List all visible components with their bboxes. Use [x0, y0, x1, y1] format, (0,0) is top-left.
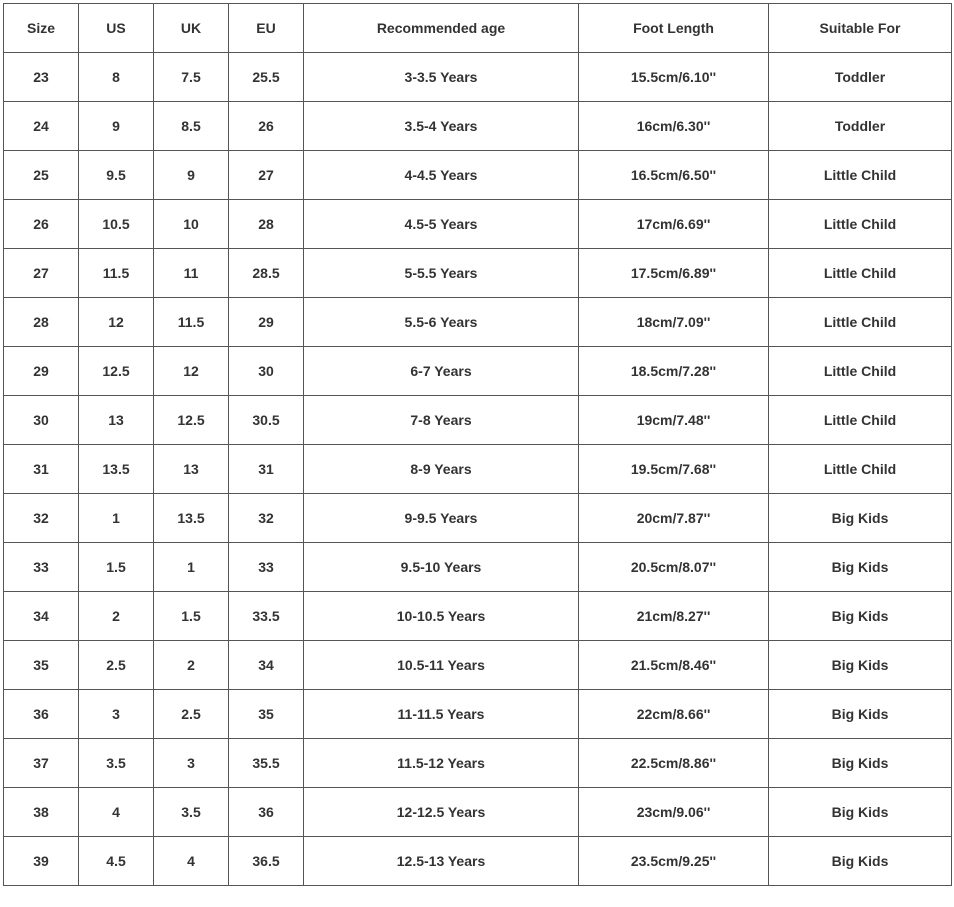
cell-us: 9.5	[79, 151, 154, 200]
table-row	[4, 543, 952, 592]
cell-size: 23	[4, 53, 79, 102]
cell-foot-length: 22.5cm/8.86''	[579, 739, 769, 788]
cell-recommended-age: 12-12.5 Years	[304, 788, 579, 837]
cell-uk: 9	[154, 151, 229, 200]
header-foot-length: Foot Length	[579, 4, 769, 53]
cell-recommended-age: 11.5-12 Years	[304, 739, 579, 788]
header-uk: UK	[154, 4, 229, 53]
cell-uk: 2.5	[154, 690, 229, 739]
cell-eu: 28.5	[229, 249, 304, 298]
cell-size: 33	[4, 543, 79, 592]
size-chart-table	[3, 3, 952, 886]
cell-recommended-age: 7-8 Years	[304, 396, 579, 445]
cell-foot-length: 18cm/7.09''	[579, 298, 769, 347]
cell-uk: 10	[154, 200, 229, 249]
table-row	[4, 53, 952, 102]
cell-us: 1.5	[79, 543, 154, 592]
cell-size: 35	[4, 641, 79, 690]
cell-size: 34	[4, 592, 79, 641]
cell-eu: 32	[229, 494, 304, 543]
header-eu: EU	[229, 4, 304, 53]
cell-size: 32	[4, 494, 79, 543]
cell-suitable-for: Toddler	[769, 102, 952, 151]
cell-recommended-age: 11-11.5 Years	[304, 690, 579, 739]
cell-recommended-age: 12.5-13 Years	[304, 837, 579, 886]
cell-foot-length: 21.5cm/8.46''	[579, 641, 769, 690]
cell-eu: 25.5	[229, 53, 304, 102]
cell-suitable-for: Big Kids	[769, 494, 952, 543]
cell-recommended-age: 3.5-4 Years	[304, 102, 579, 151]
cell-foot-length: 19.5cm/7.68''	[579, 445, 769, 494]
cell-recommended-age: 9-9.5 Years	[304, 494, 579, 543]
cell-recommended-age: 9.5-10 Years	[304, 543, 579, 592]
cell-uk: 8.5	[154, 102, 229, 151]
cell-foot-length: 20.5cm/8.07''	[579, 543, 769, 592]
header-size: Size	[4, 4, 79, 53]
table-row	[4, 641, 952, 690]
cell-foot-length: 22cm/8.66''	[579, 690, 769, 739]
cell-size: 29	[4, 347, 79, 396]
table-row	[4, 690, 952, 739]
cell-eu: 26	[229, 102, 304, 151]
cell-suitable-for: Little Child	[769, 396, 952, 445]
cell-eu: 33.5	[229, 592, 304, 641]
cell-us: 3.5	[79, 739, 154, 788]
cell-size: 36	[4, 690, 79, 739]
cell-foot-length: 17cm/6.69''	[579, 200, 769, 249]
cell-foot-length: 20cm/7.87''	[579, 494, 769, 543]
header-recommended-age: Recommended age	[304, 4, 579, 53]
cell-eu: 35.5	[229, 739, 304, 788]
table-row	[4, 788, 952, 837]
table-row	[4, 837, 952, 886]
cell-recommended-age: 6-7 Years	[304, 347, 579, 396]
cell-uk: 7.5	[154, 53, 229, 102]
cell-recommended-age: 5-5.5 Years	[304, 249, 579, 298]
cell-uk: 11	[154, 249, 229, 298]
cell-uk: 12	[154, 347, 229, 396]
cell-uk: 11.5	[154, 298, 229, 347]
cell-eu: 28	[229, 200, 304, 249]
cell-recommended-age: 5.5-6 Years	[304, 298, 579, 347]
cell-size: 27	[4, 249, 79, 298]
cell-uk: 2	[154, 641, 229, 690]
cell-recommended-age: 4-4.5 Years	[304, 151, 579, 200]
cell-recommended-age: 10.5-11 Years	[304, 641, 579, 690]
cell-recommended-age: 3-3.5 Years	[304, 53, 579, 102]
cell-uk: 1.5	[154, 592, 229, 641]
cell-foot-length: 18.5cm/7.28''	[579, 347, 769, 396]
cell-suitable-for: Big Kids	[769, 837, 952, 886]
cell-eu: 33	[229, 543, 304, 592]
header-us: US	[79, 4, 154, 53]
cell-size: 24	[4, 102, 79, 151]
cell-suitable-for: Little Child	[769, 151, 952, 200]
cell-us: 2	[79, 592, 154, 641]
table-row	[4, 396, 952, 445]
cell-eu: 30.5	[229, 396, 304, 445]
cell-suitable-for: Big Kids	[769, 739, 952, 788]
cell-us: 12.5	[79, 347, 154, 396]
cell-foot-length: 16cm/6.30''	[579, 102, 769, 151]
cell-eu: 29	[229, 298, 304, 347]
cell-uk: 13.5	[154, 494, 229, 543]
cell-size: 37	[4, 739, 79, 788]
table-header	[4, 4, 952, 53]
header-suitable-for: Suitable For	[769, 4, 952, 53]
cell-us: 10.5	[79, 200, 154, 249]
cell-size: 28	[4, 298, 79, 347]
table-row	[4, 298, 952, 347]
cell-foot-length: 23.5cm/9.25''	[579, 837, 769, 886]
cell-foot-length: 19cm/7.48''	[579, 396, 769, 445]
cell-eu: 35	[229, 690, 304, 739]
cell-uk: 12.5	[154, 396, 229, 445]
cell-us: 2.5	[79, 641, 154, 690]
cell-foot-length: 15.5cm/6.10''	[579, 53, 769, 102]
table-row	[4, 249, 952, 298]
cell-suitable-for: Big Kids	[769, 592, 952, 641]
cell-us: 4.5	[79, 837, 154, 886]
cell-foot-length: 21cm/8.27''	[579, 592, 769, 641]
table-row	[4, 445, 952, 494]
cell-eu: 34	[229, 641, 304, 690]
cell-us: 1	[79, 494, 154, 543]
table-row	[4, 592, 952, 641]
table-row	[4, 739, 952, 788]
table-row	[4, 200, 952, 249]
table-row	[4, 102, 952, 151]
cell-foot-length: 17.5cm/6.89''	[579, 249, 769, 298]
table-row	[4, 494, 952, 543]
cell-us: 8	[79, 53, 154, 102]
cell-us: 13.5	[79, 445, 154, 494]
cell-us: 4	[79, 788, 154, 837]
cell-uk: 1	[154, 543, 229, 592]
cell-uk: 3	[154, 739, 229, 788]
cell-eu: 36	[229, 788, 304, 837]
cell-recommended-age: 8-9 Years	[304, 445, 579, 494]
cell-size: 30	[4, 396, 79, 445]
cell-suitable-for: Little Child	[769, 445, 952, 494]
cell-us: 9	[79, 102, 154, 151]
cell-suitable-for: Big Kids	[769, 543, 952, 592]
cell-size: 26	[4, 200, 79, 249]
cell-uk: 4	[154, 837, 229, 886]
cell-us: 3	[79, 690, 154, 739]
cell-recommended-age: 4.5-5 Years	[304, 200, 579, 249]
table-body	[4, 53, 952, 886]
cell-suitable-for: Little Child	[769, 200, 952, 249]
cell-uk: 3.5	[154, 788, 229, 837]
table-row	[4, 347, 952, 396]
cell-suitable-for: Big Kids	[769, 788, 952, 837]
cell-recommended-age: 10-10.5 Years	[304, 592, 579, 641]
cell-eu: 36.5	[229, 837, 304, 886]
cell-eu: 27	[229, 151, 304, 200]
cell-size: 25	[4, 151, 79, 200]
cell-foot-length: 23cm/9.06''	[579, 788, 769, 837]
cell-us: 11.5	[79, 249, 154, 298]
cell-suitable-for: Toddler	[769, 53, 952, 102]
cell-size: 38	[4, 788, 79, 837]
cell-eu: 31	[229, 445, 304, 494]
table-row	[4, 151, 952, 200]
cell-foot-length: 16.5cm/6.50''	[579, 151, 769, 200]
cell-suitable-for: Big Kids	[769, 690, 952, 739]
cell-suitable-for: Little Child	[769, 298, 952, 347]
cell-us: 12	[79, 298, 154, 347]
cell-size: 31	[4, 445, 79, 494]
cell-size: 39	[4, 837, 79, 886]
cell-suitable-for: Little Child	[769, 249, 952, 298]
cell-suitable-for: Little Child	[769, 347, 952, 396]
header-row	[4, 4, 952, 53]
cell-eu: 30	[229, 347, 304, 396]
cell-us: 13	[79, 396, 154, 445]
cell-uk: 13	[154, 445, 229, 494]
cell-suitable-for: Big Kids	[769, 641, 952, 690]
